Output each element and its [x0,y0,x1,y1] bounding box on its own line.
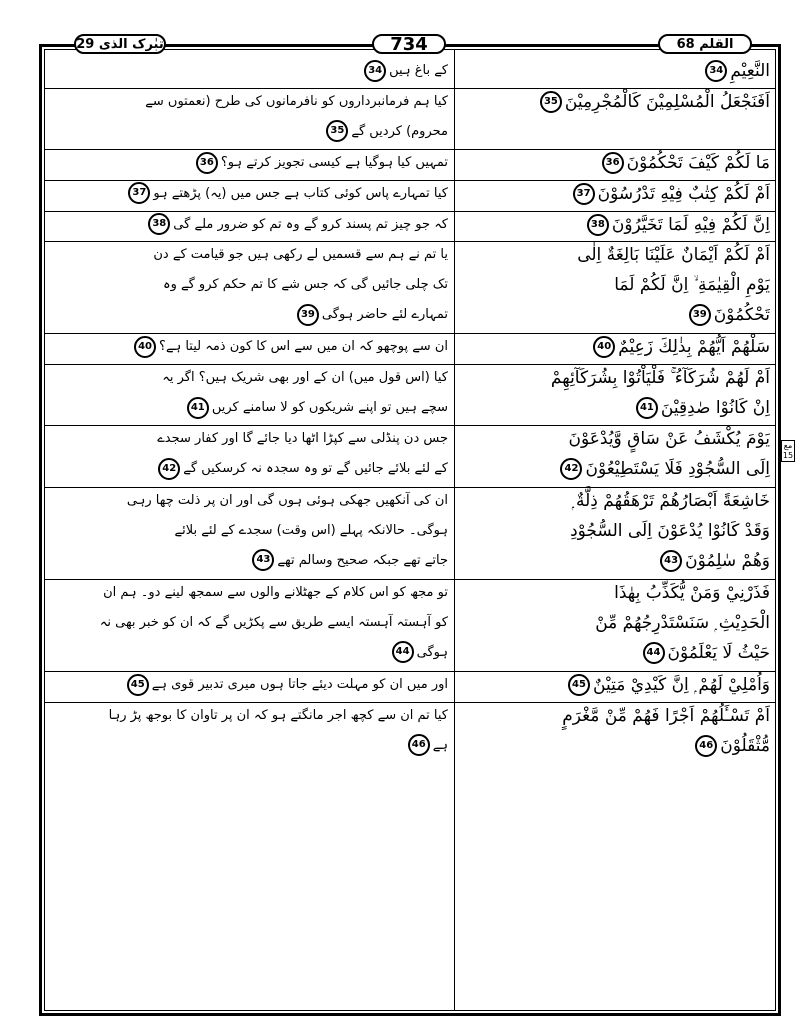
urdu-line [52,393,448,423]
juz-label: تبٰرک الذی 29 [74,34,166,54]
arabic-text: اَمْ تَسْـَٔلُهُمْ اَجْرًا فَهُمْ مِّنْ مَّغْرَمٍ [562,705,770,726]
urdu-text: کیا تمہارے پاس کوئی کتاب ہے جس میں (یہ) پڑھتے ہو [153,185,448,201]
arabic-verse [462,701,770,761]
ruku-side-mark: مع 15 [782,441,794,460]
urdu-translation [52,670,448,700]
arabic-line [462,179,770,209]
urdu-text: ان سے پوچھو کہ ان میں سے اس کا کون ذمہ لیتا ہے؟ [159,339,448,355]
arabic-line [462,731,770,761]
urdu-translation [52,363,448,423]
urdu-translation [52,179,448,209]
urdu-translation [52,148,448,178]
arabic-text: خَاشِعَةً اَبْصَارُهُمْ تَرْهَقُهُمْ ذِلَّةٌ ۭ [571,490,770,511]
urdu-line [52,117,448,147]
ayah-number-marker: 35 [540,91,562,113]
urdu-line [52,608,448,638]
arabic-text: اِنْ كَانُوْا صٰدِقِيْنَ [660,398,770,418]
urdu-line [52,731,448,761]
arabic-line [462,701,770,731]
arabic-verse [462,363,770,423]
arabic-text: اَمْ لَهُمْ شُرَكَآءُ ۚ فَلْيَاْتُوْا بِشُرَكَآئِهِمْ [550,368,770,388]
arabic-verse [462,332,770,362]
urdu-line [52,454,448,484]
urdu-line [52,670,448,700]
ayah-number-marker: 38 [148,213,170,235]
arabic-text: فَذَرْنِيْ وَمَنْ يُّكَذِّبُ بِهٰذَا [614,582,770,603]
urdu-text: تمہیں کیا ہوگیا ہے کیسی تجویز کرتے ہو؟ [220,155,448,171]
arabic-text: يَوْمَ يُكْشَفُ عَنْ سَاقٍ وَّيُدْعَوْنَ [568,429,770,450]
arabic-verse [462,148,770,178]
urdu-translation [52,332,448,362]
urdu-text: کے باغ ہیں [389,63,448,78]
arabic-line [462,240,770,270]
urdu-text: محروم) کردیں گے [351,123,448,139]
urdu-line [52,240,448,270]
ayah-number-marker: 43 [252,549,274,571]
arabic-line [462,454,770,484]
urdu-line [52,701,448,731]
ayah-number-marker: 42 [158,458,180,480]
urdu-translation [52,240,448,330]
arabic-text: مَا لَكُمْ كَيْفَ تَحْكُمُوْنَ [626,153,770,174]
arabic-verse [462,486,770,576]
urdu-translation [52,701,448,761]
surah-label: القلم 68 [658,34,752,54]
urdu-translation [52,578,448,668]
urdu-translation [52,486,448,576]
arabic-line [462,393,770,423]
urdu-line [52,148,448,178]
ayah-number-marker: 41 [187,397,209,419]
ayah-number-marker: 38 [587,214,609,236]
arabic-line [462,300,770,330]
ayah-number-marker: 46 [408,734,430,756]
urdu-text: ہوگی [416,644,448,660]
arabic-line [462,148,770,178]
page-number: 734 [372,34,446,54]
ayah-number-marker: 35 [326,120,348,142]
arabic-line [462,270,770,300]
urdu-line [52,332,448,362]
ayah-number-marker: 37 [128,182,150,204]
arabic-line [462,546,770,576]
ayah-number-marker: 42 [560,458,582,480]
arabic-text: وَاُمْلِيْ لَهُمْ ۭ اِنَّ كَيْدِيْ مَتِيْنٌ [593,675,770,695]
urdu-line [52,300,448,330]
urdu-line [52,87,448,117]
arabic-line [462,578,770,608]
urdu-text: کہ جو چیز تم پسند کرو گے وہ تم کو ضرور ملے گی [173,216,448,232]
urdu-line [52,424,448,454]
ayah-number-marker: 43 [660,550,682,572]
urdu-line [52,210,448,240]
urdu-text: یا تم نے ہم سے قسمیں لے رکھی ہیں جو قیامت کے دن [153,247,448,263]
arabic-verse [462,56,770,86]
arabic-line [462,670,770,700]
arabic-text: سَلْهُمْ اَيُّهُمْ بِذٰلِكَ زَعِيْمٌ [618,337,770,358]
urdu-translation [52,210,448,240]
ayah-number-marker: 39 [297,304,319,326]
arabic-text: اَمْ لَكُمْ كِتٰبٌ فِيْهِ تَدْرُسُوْنَ [597,183,770,204]
ayah-number-marker: 37 [573,183,595,205]
urdu-line [52,363,448,393]
ayah-number-marker: 34 [705,60,727,82]
arabic-line [462,424,770,454]
urdu-text: کیا تم ان سے کچھ اجر مانگتے ہو کہ ان پر تاوان کا بوجھ پڑ رہا [108,707,448,723]
urdu-text: کے لئے بلائے جائیں گے تو وہ سجدہ نہ کرسکیں گے [183,461,448,477]
arabic-text: مُّثْقَلُوْنَ [720,735,770,756]
arabic-text: النَّعِيْمِ [730,61,770,81]
urdu-line [52,270,448,300]
arabic-line [462,363,770,393]
arabic-verse [462,240,770,330]
arabic-line [462,516,770,546]
arabic-text: اَمْ لَكُمْ اَيْمَانٌ عَلَيْنَا بَالِغَةٌ اِلٰى [577,245,770,266]
ayah-number-marker: 36 [196,152,218,174]
ayah-number-marker: 44 [392,641,414,663]
arabic-text: اَفَنَجْعَلُ الْمُسْلِمِيْنَ كَالْمُجْرِمِيْنَ [564,91,770,112]
ayah-number-marker: 36 [602,152,624,174]
urdu-text: جاتے تھے جبکہ صحیح وسالم تھے [277,552,448,568]
arabic-line [462,608,770,638]
arabic-line [462,210,770,240]
urdu-text: اور میں ان کو مہلت دیئے جاتا ہوں میری تدبیر قوی ہے [151,677,448,692]
urdu-text: ہے [432,737,448,753]
ayah-number-marker: 44 [643,642,665,664]
arabic-text: حَيْثُ لَا يَعْلَمُوْنَ [667,642,770,663]
urdu-translation [52,87,448,147]
urdu-text: سچے ہیں تو اپنے شریکوں کو لا سامنے کریں [211,400,448,415]
urdu-text: تو مجھ کو اس کلام کے جھٹلانے والوں سے سمجھ لینے دو۔ ہم ان [103,584,448,600]
urdu-text: ان کی آنکھیں جھکی ہوئی ہوں گی اور ان پر ذلت چھا رہی [126,492,448,508]
arabic-verse [462,210,770,240]
ayah-number-marker: 45 [127,674,149,696]
arabic-text: الْحَدِيْثِ ۭ سَنَسْتَدْرِجُهُمْ مِّنْ [595,612,770,633]
urdu-text: کیا ہم فرمانبرداروں کو نافرمانوں کی طرح (نعمتوں سے [145,93,448,109]
urdu-text: تمہارے لئے حاضر ہوگی [321,307,448,323]
urdu-text: ہوگی۔ حالانکہ پہلے (اس وقت) سجدے کے لئے بلائے [174,522,448,538]
ayah-number-marker: 40 [593,336,615,358]
urdu-line [52,578,448,608]
ayah-number-marker: 46 [695,735,717,757]
arabic-line [462,332,770,362]
urdu-text: کو آہستہ آہستہ ایسے طریق سے پکڑیں گے کہ ان کو خبر بھی نہ [99,614,448,630]
arabic-verse [462,179,770,209]
column-divider [454,49,455,1011]
arabic-line [462,87,770,117]
urdu-line [52,546,448,576]
urdu-line [52,486,448,516]
urdu-text: تک چلی جائیں گی کہ جس شے کا تم حکم کرو گے وہ [162,277,448,293]
arabic-text: وَقَدْ كَانُوْا يُدْعَوْنَ اِلَى السُّجُوْدِ [570,520,770,541]
ayah-number-marker: 45 [568,674,590,696]
urdu-line [52,638,448,668]
arabic-verse [462,670,770,700]
ayah-number-marker: 41 [636,397,658,419]
ayah-number-marker: 40 [134,336,156,358]
arabic-text: تَحْكُمُوْنَ [713,305,770,326]
arabic-text: يَوْمِ الْقِيٰمَةِ ۙ اِنَّ لَكُمْ لَمَا [614,275,770,296]
urdu-text: جس دن پنڈلی سے کپڑا اٹھا دیا جائے گا اور کفار سجدے [157,431,448,447]
urdu-line [52,516,448,546]
arabic-text: اِلَى السُّجُوْدِ فَلَا يَسْتَطِيْعُوْنَ [585,459,770,480]
arabic-line [462,638,770,668]
arabic-verse [462,424,770,484]
arabic-verse [462,87,770,117]
arabic-text: وَهُمْ سٰلِمُوْنَ [685,550,770,571]
urdu-translation [52,424,448,484]
ayah-number-marker: 39 [689,304,711,326]
urdu-translation [52,56,448,86]
urdu-line [52,179,448,209]
arabic-line [462,56,770,86]
arabic-text: اِنَّ لَكُمْ فِيْهِ لَمَا تَخَيَّرُوْنَ [611,214,770,235]
arabic-verse [462,578,770,668]
ayah-number-marker: 34 [364,60,386,82]
arabic-line [462,486,770,516]
urdu-text: کیا (اس قول میں) ان کے اور بھی شریک ہیں؟ اگر یہ [162,370,448,385]
urdu-line [52,56,448,86]
